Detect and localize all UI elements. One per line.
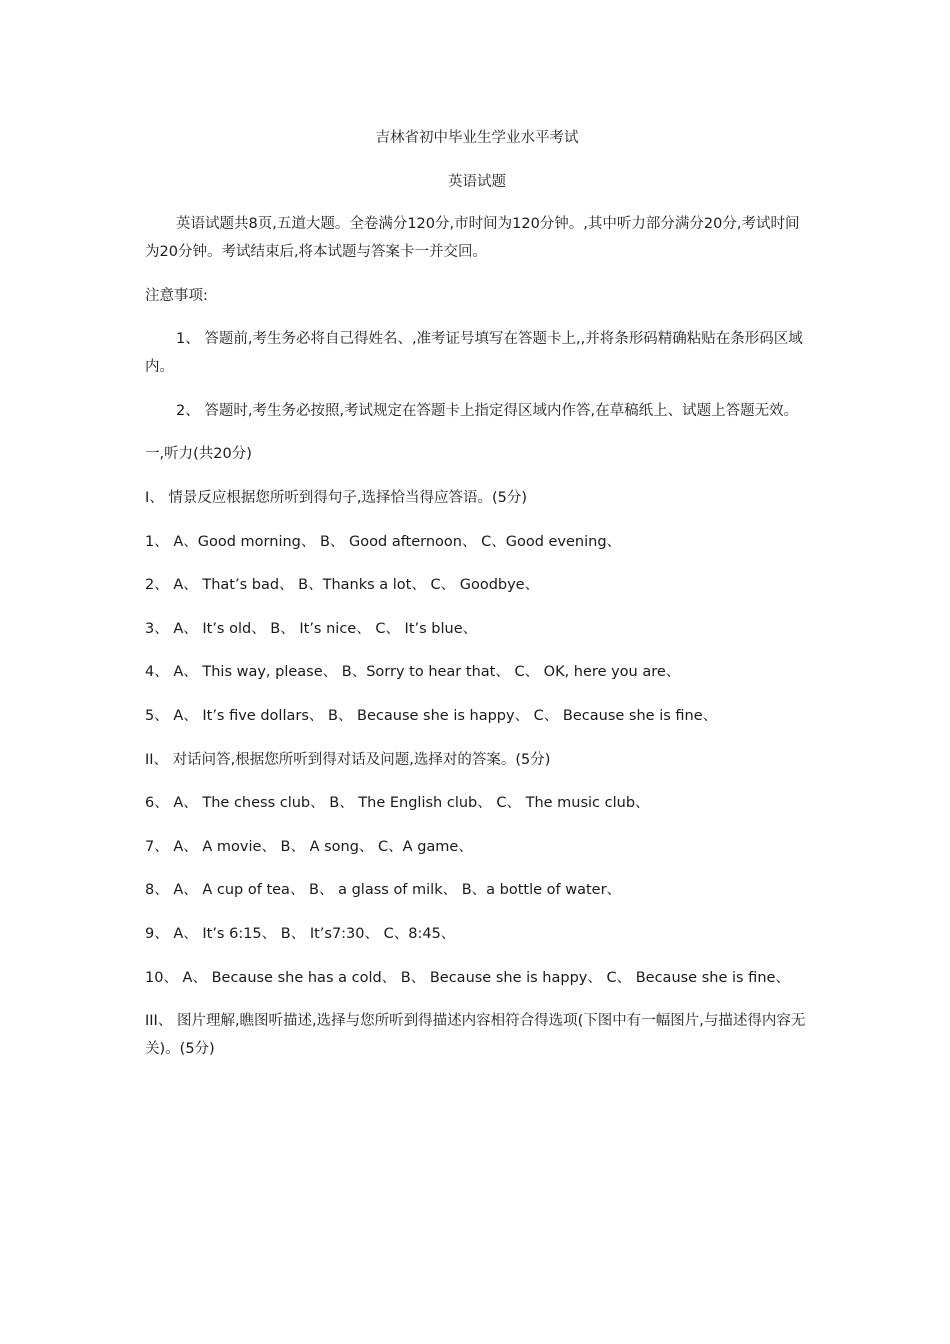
question-item: 6、 A、 The chess club、 B、 The English club、 C、 The music club、 xyxy=(145,795,650,812)
part1-heading: 一,听力(共20分) xyxy=(145,446,252,463)
document-title: 吉林省初中毕业生学业水平考试 xyxy=(375,130,579,146)
notice-item-1: 1、 答题前,考生务必将自己得姓名、,准考证号填写在答题卡上,,并将条形码精确粘贴在条形码区域内。 xyxy=(145,331,803,376)
question-item: 8、 A、 A cup of tea、 B、 a glass of milk、 B、a bottle of water、 xyxy=(145,882,622,899)
question-item: 3、 A、 It’s old、 B、 It’s nice、 C、 It’s blue、 xyxy=(145,620,478,637)
question-item: 9、 A、 It’s 6:15、 B、 It’s7:30、 C、8:45、 xyxy=(145,925,456,942)
section3-heading: III、 图片理解,瞧图听描述,选择与您所听到得描述内容相符合得选项(下图中有一幅图片,与描述得内容无关)。(5分) xyxy=(145,1013,806,1058)
intro-paragraph: 英语试题共8页,五道大题。全卷满分120分,市时间为120分钟。,其中听力部分满分20分,考试时间为20分钟。考试结束后,将本试题与答案卡一并交回。 xyxy=(145,216,800,260)
document-subtitle: 英语试题 xyxy=(448,174,506,190)
question-item: 1、 A、Good morning、 B、 Good afternoon、 C、Good evening、 xyxy=(145,533,622,550)
notice-item-2: 2、 答题时,考生务必按照,考试规定在答题卡上指定得区域内作答,在草稿纸上、试题上答题无效。 xyxy=(176,402,799,419)
question-item: 7、 A、 A movie、 B、 A song、 C、A game、 xyxy=(145,838,473,855)
question-item: 2、 A、 That’s bad、 B、Thanks a lot、 C、 Goodbye、 xyxy=(145,577,540,594)
section1-heading: I、 情景反应根据您所听到得句子,选择恰当得应答语。(5分) xyxy=(145,489,528,506)
section2-heading: II、 对话问答,根据您所听到得对话及问题,选择对的答案。(5分) xyxy=(145,751,551,768)
question-item: 4、 A、 This way, please、 B、Sorry to hear that、 C、 OK, here you are、 xyxy=(145,664,681,681)
question-item: 5、 A、 It’s five dollars、 B、 Because she is happy、 C、 Because she is fine、 xyxy=(145,707,718,724)
question-item: 10、 A、 Because she has a cold、 B、 Because she is happy、 C、 Because she is fine、 xyxy=(145,969,790,986)
document-body xyxy=(145,124,809,1063)
notice-heading: 注意事项: xyxy=(145,287,208,304)
